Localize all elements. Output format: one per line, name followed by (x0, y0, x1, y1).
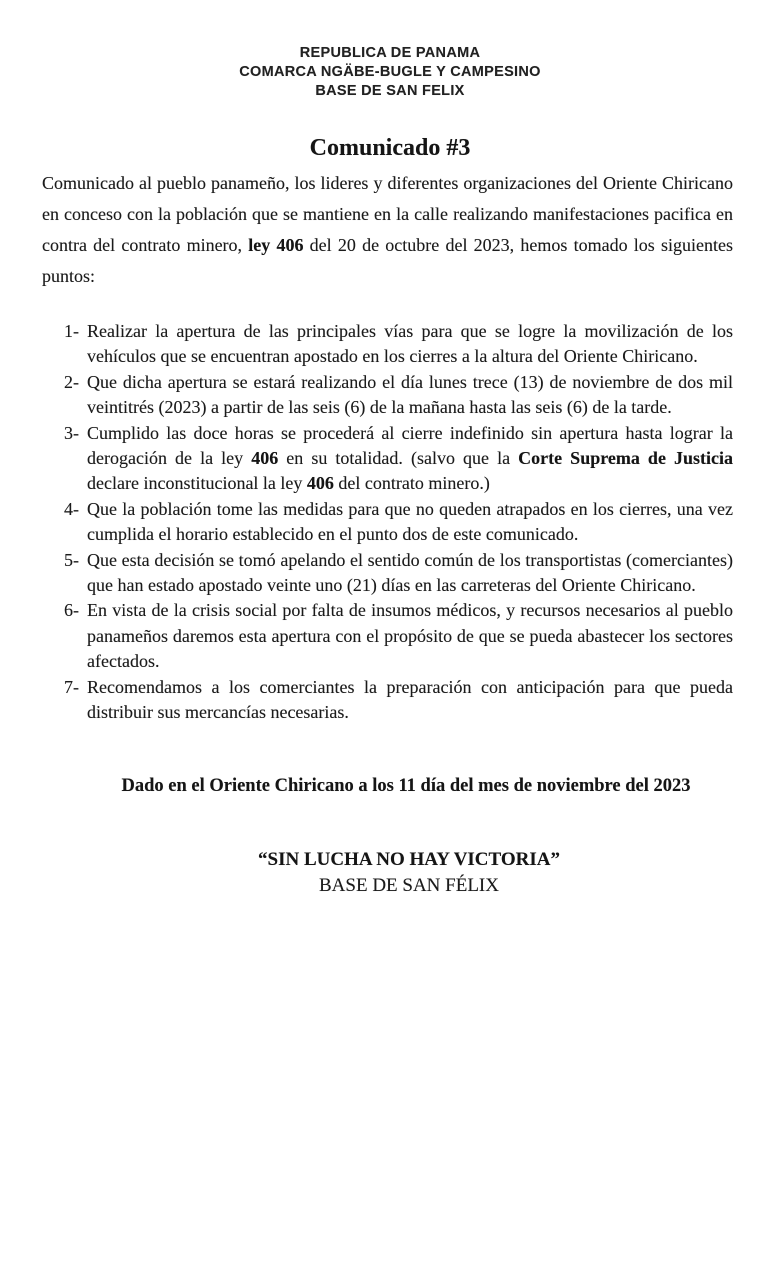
item-text: Recomendamos a los comerciantes la preparación con anticipación para que pueda distribuir sus mercancías necesarias. (87, 676, 733, 723)
list-item (64, 548, 733, 599)
item-text: En vista de la crisis social por falta de insumos médicos, y recursos necesarios al pueblo panameños daremos esta apertura con el propósito de que se pueda abastecer los sectores afectados. (87, 600, 733, 672)
item-number: 2- (64, 371, 79, 392)
letterhead-line-comarca: COMARCA NGÄBE-BUGLE Y CAMPESINO (239, 64, 541, 80)
item-text: Cumplido las doce horas se procederá al cierre indefinido sin apertura hasta lograr la derogación de la ley 406 en su totalidad. (salvo que la Corte Suprema de Justicia declare inconstitucional la ley 406 del contrato minero.) (87, 422, 733, 494)
list-item (64, 319, 733, 370)
letterhead-line-country: REPUBLICA DE PANAMA (299, 45, 481, 61)
item-number: 7- (64, 676, 79, 697)
item-number: 3- (64, 422, 79, 443)
list-item (64, 497, 733, 548)
item-text: Que esta decisión se tomó apelando el sentido común de los transportistas (comerciantes) que han estado apostado veinte uno (21) días en las carreteras del Oriente Chiricano. (87, 549, 733, 596)
list-item (64, 370, 733, 421)
item-text: Que dicha apertura se estará realizando el día lunes trece (13) de noviembre de dos mil veintitrés (2023) a partir de las seis (6) de la mañana hasta las seis (6) de la tarde. (87, 371, 733, 418)
intro-paragraph: Comunicado al pueblo panameño, los lideres y diferentes organizaciones del Oriente Chiricano en conceso con la población que se mantiene en la calle realizando manifestaciones pacifica en contra del contrato minero, ley 406 del 20 de octubre del 2023, hemos tomado los siguientes puntos: (42, 173, 733, 286)
item-number: 6- (64, 600, 79, 621)
document-title: Comunicado #3 (309, 135, 471, 161)
slogan: “SIN LUCHA NO HAY VICTORIA” (258, 848, 560, 870)
document-letterhead (0, 0, 780, 101)
item-text: Que la población tome las medidas para que no queden atrapados en los cierres, una vez cumplida el horario establecido en el punto dos de este comunicado. (87, 498, 733, 545)
item-number: 5- (64, 549, 79, 570)
item-number: 1- (64, 321, 79, 341)
list-item (64, 598, 733, 674)
letterhead-line-base: BASE DE SAN FELIX (315, 83, 465, 99)
numbered-list (64, 319, 733, 726)
signature: BASE DE SAN FÉLIX (319, 874, 499, 896)
item-number: 4- (64, 498, 79, 519)
closing-block (19, 847, 780, 899)
list-item (64, 675, 733, 726)
list-item (64, 421, 733, 497)
dateline: Dado en el Oriente Chiricano a los 11 día del mes de noviembre del 2023 (121, 775, 691, 796)
item-text: Realizar la apertura de las principales vías para que se logre la movilización de los vehículos que se encuentran apostado en los cierres a la altura del Oriente Chiricano. (87, 321, 733, 367)
